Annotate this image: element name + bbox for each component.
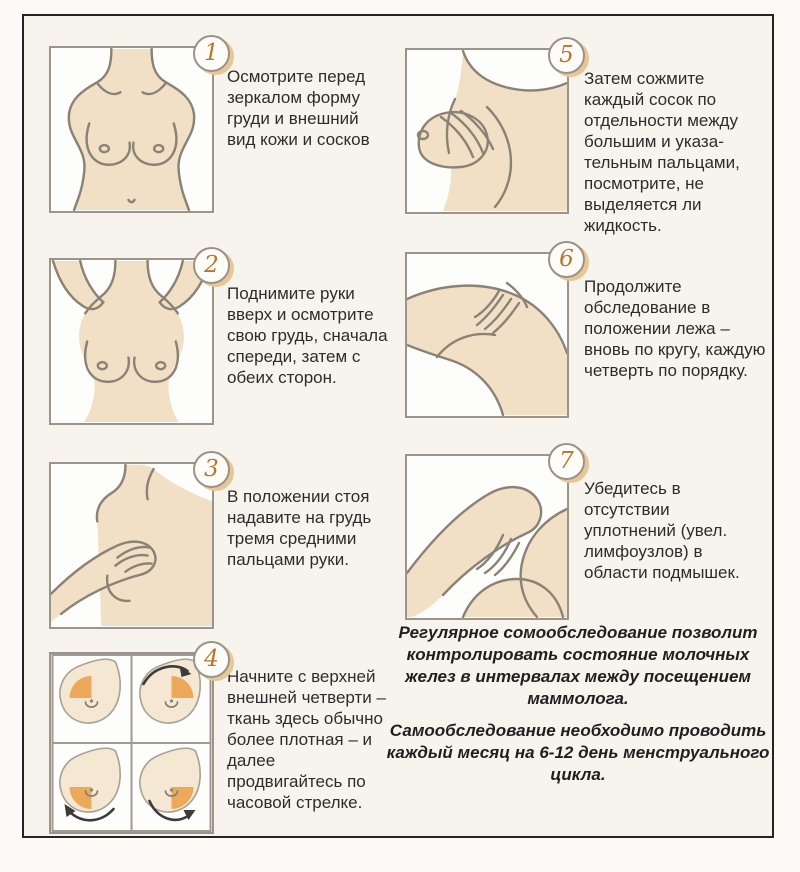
step-6-number-badge [548,241,585,278]
footer-notes [384,622,772,796]
step-4-number-badge [193,641,230,678]
step-3-illustration-box [49,456,219,629]
step-number: 7 [559,448,574,474]
front-torso-figure [51,48,212,211]
nipple-squeeze-figure [407,50,567,212]
step-6-illustration-box [405,246,574,418]
step-3-text: В положении стоя надавите на грудь тремя средними пальцами руки. [227,487,372,569]
lying-exam-figure [407,254,567,416]
step-5-number-badge [548,37,585,74]
breast-quadrants-clockwise-figure [51,654,212,832]
step-7-illustration-box [405,448,574,620]
step-1-text: Осмотрите перед зеркалом форму груди и внешний вид кожи и сосков [227,67,370,149]
step-2-illustration-box [49,252,219,425]
armpit-check-figure [407,456,567,618]
step-4-illustration-box [49,646,219,834]
step-6-text: Продолжите обследование в положении лежа – вновь по кругу, каждую четверть по порядку. [584,277,766,380]
step-number: 3 [204,456,219,482]
step-2-text: Поднимите руки вверх и осмотрите свою грудь, сначала спереди, затем с обеих сторон. [227,284,388,387]
step-number: 2 [204,252,219,278]
step-2-number-badge [193,247,230,284]
step-number: 5 [559,42,574,68]
step-number: 4 [204,646,219,672]
arms-raised-torso-figure [51,260,212,423]
footer-paragraph-1: Регулярное сомообследование позволит контролировать состояние молочных желез в интервалах между посещением маммолога. [398,623,758,708]
step-number: 6 [559,246,574,272]
step-4-text: Начните с верхней внешней четверти – ткань здесь обычно более плотная – и далее продвигайтесь по часовой стрелке. [227,667,386,812]
standing-press-figure [51,464,212,627]
footer-paragraph-2: Самообследование необходимо проводить каждый месяц на 6-12 день менструального цикла. [386,721,770,784]
step-5-text: Затем сожмите каждый сосок по отдельности между большим и указательным пальцами, посмотрите, не выделяется ли жидкость. [584,69,740,235]
step-3-number-badge [193,451,230,488]
step-1-illustration-box [49,40,219,213]
step-5-illustration-box [405,42,574,214]
step-1-number-badge [193,35,230,72]
step-7-text: Убедитесь в отсутствии уплотнений (увел. лимфоузлов) в области подмышек. [584,479,740,582]
step-7-number-badge [548,443,585,480]
step-number: 1 [204,40,219,66]
infographic-frame [22,14,774,838]
